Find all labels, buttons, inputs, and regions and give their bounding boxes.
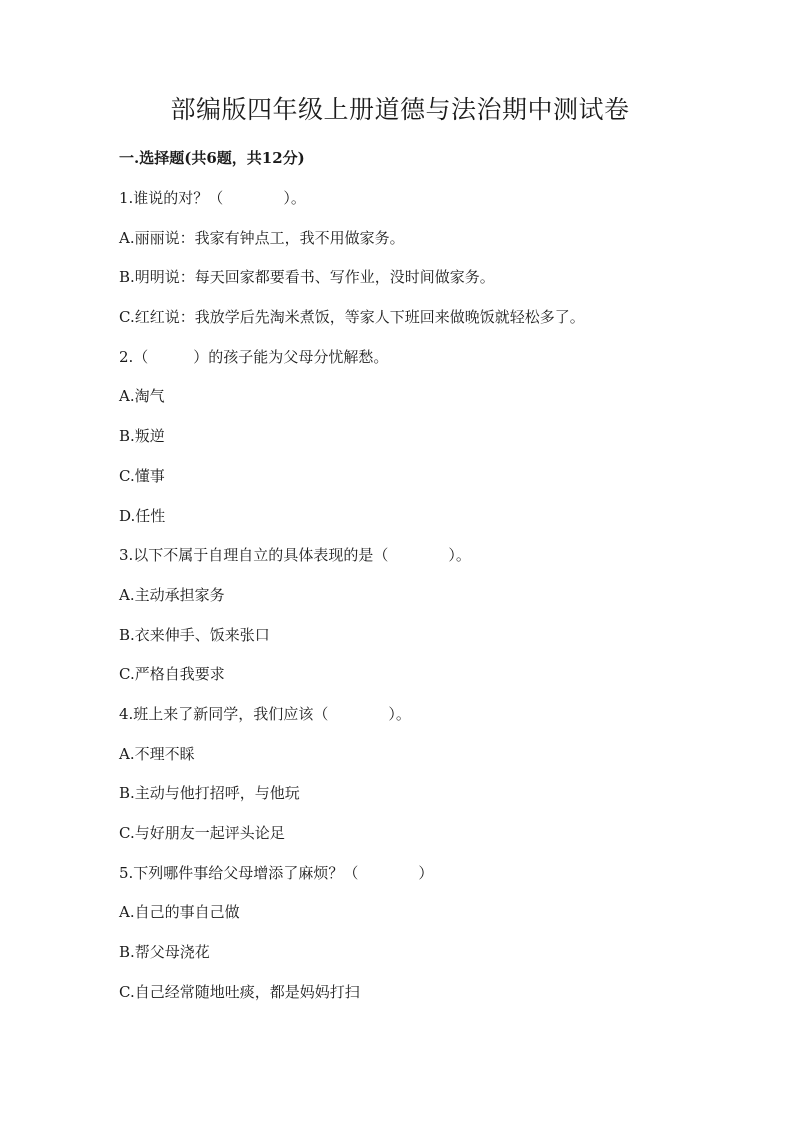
- question-4-option-a: A.不理不睬: [119, 744, 195, 763]
- question-2-option-a: A.淘气: [119, 387, 165, 406]
- question-5-option-b: B.帮父母浇花: [119, 943, 210, 962]
- question-5: 5.下列哪件事给父母增添了麻烦？（ ）: [119, 863, 434, 882]
- question-1-option-c: C.红红说：我放学后先淘米煮饭，等家人下班回来做晚饭就轻松多了。: [119, 308, 585, 327]
- question-3: 3.以下不属于自理自立的具体表现的是（ ）。: [119, 546, 471, 565]
- question-4-option-c: C.与好朋友一起评头论足: [119, 824, 285, 842]
- section-heading: 一.选择题(共6题，共12分): [119, 149, 305, 167]
- question-5-option-a: A.自己的事自己做: [119, 903, 240, 922]
- question-3-option-a: A.主动承担家务: [119, 585, 225, 604]
- question-3-option-b: B.衣来伸手、饭来张口: [119, 625, 270, 644]
- question-1-option-a: A.丽丽说：我家有钟点工，我不用做家务。: [119, 228, 405, 247]
- question-5-option-c: C.自己经常随地吐痰，都是妈妈打扫: [119, 982, 360, 1001]
- question-2: 2.（ ）的孩子能为父母分忧解愁。: [119, 347, 389, 366]
- question-1-option-b: B.明明说：每天回家都要看书、写作业，没时间做家务。: [119, 268, 495, 287]
- question-2-option-d: D.任性: [119, 506, 166, 525]
- question-4: 4.班上来了新同学，我们应该（ ）。: [119, 704, 411, 723]
- question-list: [119, 186, 739, 1019]
- question-1: 1.谁说的对？（ ）。: [119, 189, 306, 207]
- question-3-option-c: C.严格自我要求: [119, 665, 225, 684]
- question-2-option-b: B.叛逆: [119, 427, 165, 446]
- exam-title: 部编版四年级上册道德与法治期中测试卷: [170, 95, 630, 124]
- question-4-option-b: B.主动与他打招呼，与他玩: [119, 784, 300, 803]
- question-2-option-c: C.懂事: [119, 466, 165, 485]
